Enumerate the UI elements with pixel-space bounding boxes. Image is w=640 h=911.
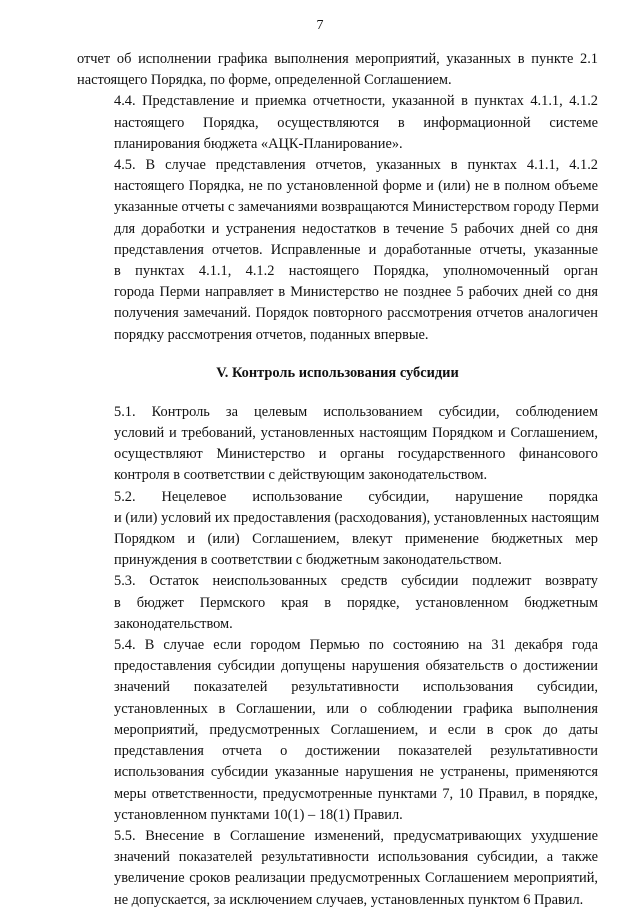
page-number: 7: [316, 18, 324, 33]
text-line: получения замечаний. Порядок повторного рассмотрения отчетов аналогичен: [114, 305, 598, 322]
text-line: значений показателей результативности использования субсидии,: [114, 679, 598, 696]
text-line: 5.4. В случае если городом Пермью по состоянию на 31 декабря года: [114, 637, 598, 654]
paragraphs-after-heading: [77, 402, 598, 911]
text-line: настоящего Порядка, осуществляются в информационной системе: [114, 114, 598, 131]
text-line: условий и требований, установленных настоящим Порядком и Соглашением,: [114, 425, 598, 442]
text-line: отчет об исполнении графика выполнения мероприятий, указанных в пункте 2.1: [77, 51, 598, 67]
paragraph-p-5-3: [77, 571, 598, 635]
text-line: значений показателей результативности использования субсидии, а также: [114, 849, 598, 866]
paragraph-p-5-2: [77, 487, 598, 572]
text-line: принуждения в соответствии с бюджетным законодательством.: [114, 552, 502, 569]
text-line: 5.2. Нецелевое использование субсидии, нарушение порядка: [114, 488, 598, 505]
text-line: увеличение сроков реализации предусмотренных Соглашением мероприятий,: [114, 870, 598, 887]
text-line: порядку рассмотрения отчетов, поданных впервые.: [114, 326, 429, 343]
text-line: 4.4. Представление и приемка отчетности, указанной в пунктах 4.1.1, 4.1.2: [114, 93, 598, 110]
text-line: представления отчетов. Исправленные и доработанные отчеты, указанные: [114, 241, 598, 258]
text-line: города Перми направляет в Министерство не позднее 5 рабочих дней со дня: [114, 284, 598, 301]
text-line: и (или) условий их предоставления (расходования), установленных настоящим: [114, 509, 600, 526]
text-line: в пунктах 4.1.1, 4.1.2 настоящего Порядка, уполномоченный орган: [114, 263, 598, 280]
paragraph-p-4-5: [77, 155, 598, 346]
paragraphs-before-heading: [77, 49, 598, 346]
text-line: 5.1. Контроль за целевым использованием субсидии, соблюдением: [114, 403, 598, 420]
text-line: не допускается, за исключением случаев, установленных пунктом 6 Правил.: [114, 891, 584, 908]
text-line: в бюджет Пермского края в порядке, установленном бюджетным: [114, 594, 598, 611]
text-line: законодательством.: [114, 615, 233, 632]
text-line: установленных в Соглашении, или о соблюдении графика выполнения: [114, 700, 598, 717]
paragraph-p-cont: [77, 49, 598, 91]
paragraph-p-5-4: [77, 635, 598, 826]
text-line: 4.5. В случае представления отчетов, указанных в пунктах 4.1.1, 4.1.2: [114, 157, 598, 174]
text-line: Порядком и (или) Соглашением, влекут применение бюджетных мер: [114, 531, 598, 548]
text-line: настоящего Порядка, не по установленной форме и (или) не в полном объеме: [114, 178, 598, 195]
section-heading: V. Контроль использования субсидии: [216, 364, 459, 381]
text-line: представления отчета о достижении показателей результативности: [114, 743, 598, 760]
text-line: настоящего Порядка, по форме, определенной Соглашением.: [77, 72, 452, 89]
paragraph-p-5-5: [77, 826, 598, 911]
text-line: указанные отчеты с замечаниями возвращаются Министерством городу Перми: [114, 199, 599, 216]
text-line: контроля в соответствии с действующим законодательством.: [114, 467, 488, 484]
paragraph-p-5-1: [77, 402, 598, 487]
text-line: использования субсидии указанные нарушения не устранены, применяются: [114, 764, 598, 781]
text-line: 5.3. Остаток неиспользованных средств субсидии подлежит возврату: [114, 573, 598, 590]
text-line: меры ответственности, предусмотренные пунктами 7, 10 Правил, в порядке,: [114, 785, 598, 802]
text-line: для доработки и устранения недостатков в течение 5 рабочих дней со дня: [114, 220, 598, 237]
text-line: осуществляют Министерство и органы государственного финансового: [114, 446, 598, 463]
text-line: мероприятий, предусмотренных Соглашением, и если в срок до даты: [114, 721, 598, 738]
text-line: 5.5. Внесение в Соглашение изменений, предусматривающих ухудшение: [114, 827, 598, 844]
text-line: планирования бюджета «АЦК-Планирование».: [114, 135, 403, 152]
text-line: предоставления субсидии допущены нарушения обязательств о достижении: [114, 658, 598, 675]
paragraph-p-4-4: [77, 91, 598, 155]
text-line: установленном пунктами 10(1) – 18(1) Правил.: [114, 806, 403, 823]
